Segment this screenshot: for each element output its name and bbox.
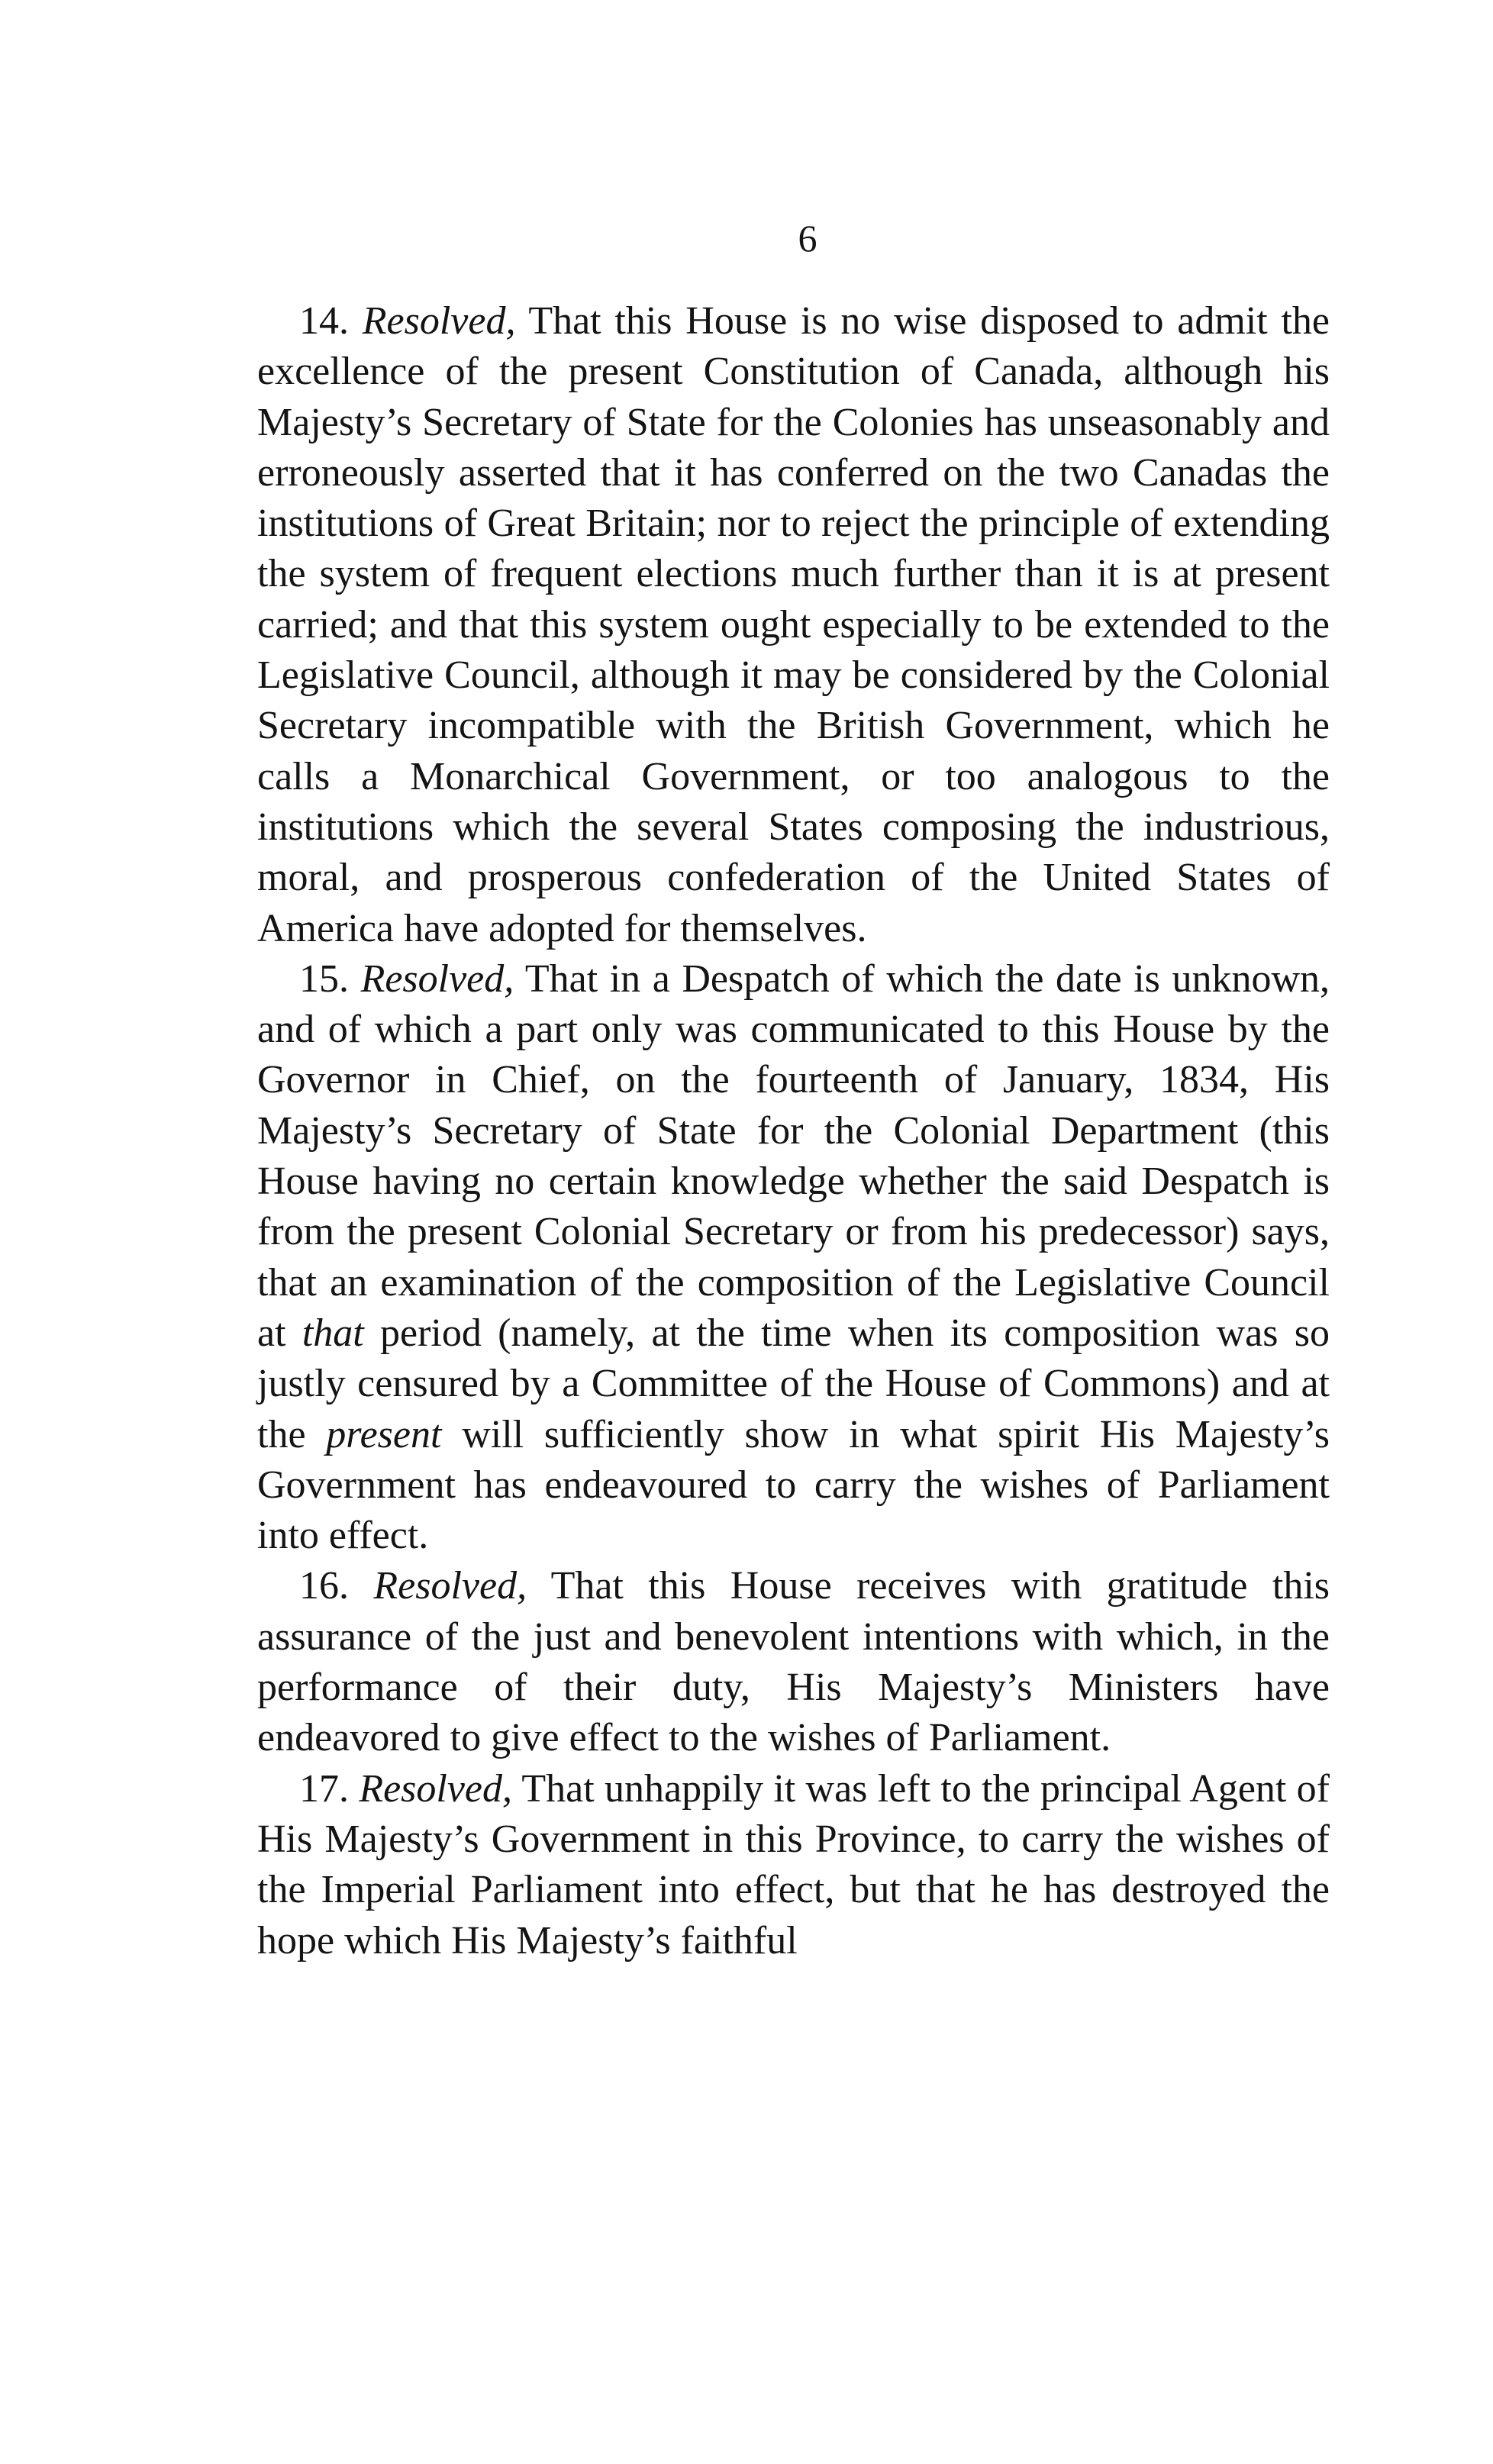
resolution-text: That unhappily it was left to the principal Agent of His Majesty’s Government in this Province, to carry the wishes of the Imperial Parliament into effect, but that he has destroyed the hope which His Majesty’s faithful [257,1766,1330,1962]
resolved-label: Resolved, [360,956,514,1001]
resolution-text: That in a Despatch of which the date is unknown, and of which a part only was communicated to this House by the Governor in Chief, on the fourteenth of January, 1834, His Majesty’s Secretary of State for the Colonial Department (this House having no certain knowledge whether the said Despatch is from the present Colonial Secretary or from his predecessor) says, that an examination of the composition of the Legislative Council at [257,956,1330,1355]
resolved-label: Resolved, [359,1766,513,1811]
resolved-label: Resolved, [373,1564,527,1608]
emphasis-present: present [326,1412,442,1456]
resolution-text: period (namely, at the time when its composition was so justly censured by a Committee of the House of Commons) and at the [257,1311,1330,1456]
resolution-text: That this House receives with gratitude this assurance of the just and benevolent intentions with which, in the performance of their duty, His Majesty’s Ministers have endeavored to give effect to the wishes of Parliament. [257,1564,1330,1760]
resolution-number: 16. [299,1564,349,1608]
resolution-16 [257,1561,1330,1763]
resolution-number: 14. [299,299,349,343]
body-text [257,296,1330,1966]
resolution-17 [257,1764,1330,1966]
resolution-text: will sufficiently show in what spirit His Majesty’s Government has endeavoured to carry the wishes of Parliament into effect. [257,1412,1330,1558]
resolved-label: Resolved, [362,299,516,343]
emphasis-that: that [302,1311,364,1355]
resolution-number: 15. [299,956,349,1001]
resolution-number: 17. [299,1766,349,1811]
resolution-14 [257,296,1330,954]
page-number: 6 [798,217,817,260]
resolution-text: That this House is no wise disposed to admit the excellence of the present Constitution of Canada, although his Majesty’s Secretary of State for the Colonies has unseasonably and erroneously asserted that it has conferred on the two Canadas the institutions of Great Britain; nor to reject the principle of extending the system of frequent elections much further than it is at present carried; and that this system ought especially to be extended to the Legislative Council, although it may be considered by the Colonial Secretary incompatible with the British Government, which he calls a Monarchical Government, or too analogous to the institutions which the several States composing the industrious, moral, and prosperous confederation of the United States of America have adopted for themselves. [257,299,1330,950]
resolution-15 [257,954,1330,1562]
